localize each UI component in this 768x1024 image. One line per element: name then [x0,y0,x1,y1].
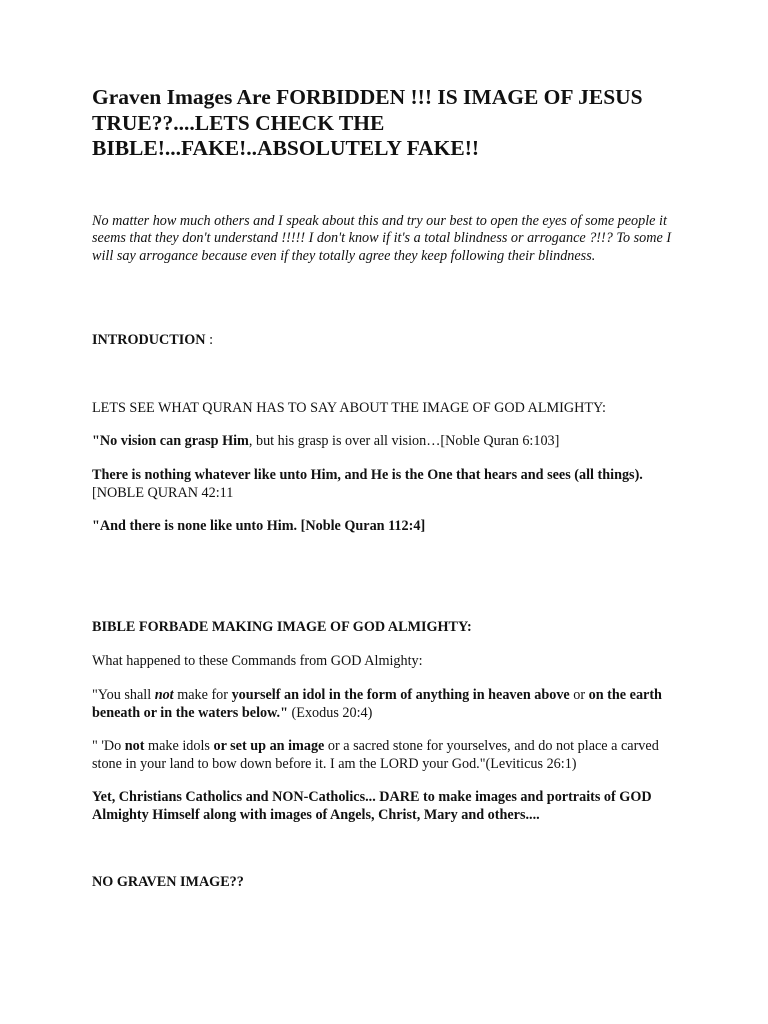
quran-verse-2-bold: There is nothing whatever like unto Him, and He is the One that hears and sees (all things). [92,467,643,483]
quran-verse-3: "And there is none like unto Him. [Noble Quran 112:4] [92,518,426,534]
quran-verse-2-rest: [NOBLE QURAN 42:11 [92,484,234,501]
leviticus-part-2: not [124,738,145,754]
quran-verse-1-rest: , but his grasp is over all vision…[Noble Quran 6:103] [248,433,560,449]
leviticus-part-3: make idols [144,738,214,754]
bible-section-heading: BIBLE FORBADE MAKING IMAGE OF GOD ALMIGHTY: [92,619,472,635]
quran-verse-1-quote: " [92,433,100,449]
introduction-heading: INTRODUCTION [92,332,206,348]
bible-section-lead: What happened to these Commands from GOD Almighty: [92,653,423,669]
quran-verse-1 [92,433,676,451]
document-title: Graven Images Are FORBIDDEN !!! IS IMAGE OF JESUS TRUE??....LETS CHECK THE BIBLE!...FAKE!..ABSOLUTELY FAKE!! [92,85,643,160]
bible-section-conclusion: Yet, Christians Catholics and NON-Catholics... DARE to make images and portraits of GOD Almighty Himself along with images of Angels, Christ, Mary and others.... [92,789,652,823]
exodus-part-1: "You shall [92,687,155,703]
bible-verse-exodus [92,687,676,722]
exodus-part-6: on the earth beneath or in the waters below." [92,687,662,721]
quran-verse-1-bold: No vision can grasp Him [99,433,249,449]
opening-paragraph: No matter how much others and I speak about this and try our best to open the eyes of some people it seems that they don't understand !!!!! I don't know if it's a total blindness or arrogance ?!!? To some I will say arrogance because even if they totally agree they keep following their blindness. [92,213,672,264]
leviticus-part-4: or set up an image [213,738,325,754]
quran-verse-2 [92,467,676,502]
introduction-heading-line [92,332,676,350]
exodus-part-5: or [569,687,589,703]
quran-section-heading: LETS SEE WHAT QURAN HAS TO SAY ABOUT THE IMAGE OF GOD ALMIGHTY: [92,400,606,416]
leviticus-part-5: or a sacred stone for yourselves, and do not place a carved stone in your land to bow down before it. I am the LORD your God."(Leviticus 26:1) [92,738,659,772]
exodus-part-2: not [154,687,174,703]
exodus-part-7: (Exodus 20:4) [288,704,373,721]
leviticus-part-1: " 'Do [92,738,125,754]
exodus-part-4: yourself an idol in the form of anything in heaven above [231,687,570,703]
bible-verse-leviticus [92,738,676,773]
introduction-heading-suffix: : [205,332,214,348]
exodus-part-3: make for [173,687,232,703]
no-graven-image-heading: NO GRAVEN IMAGE?? [92,874,244,890]
